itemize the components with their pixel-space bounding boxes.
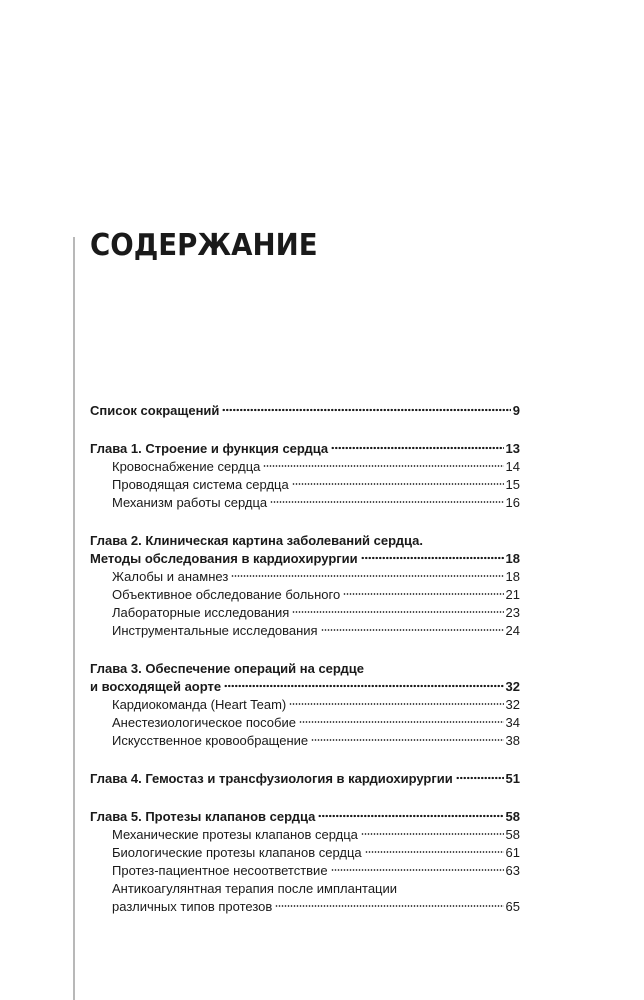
dot-leader <box>270 500 503 504</box>
toc-subentry[interactable] <box>90 604 520 622</box>
toc-entry-title: Биологические протезы клапанов сердца <box>112 845 362 860</box>
toc-entry-chapter-2-line1[interactable]: Глава 2. Клиническая картина заболеваний сердца. <box>90 533 423 548</box>
toc-subentry-line1[interactable]: Антикоагулянтная терапия после имплантации <box>112 881 398 896</box>
toc-entry-page: 18 <box>505 569 520 584</box>
toc-entry-page: 58 <box>505 809 520 824</box>
toc-entry-page: 32 <box>505 697 520 712</box>
toc-subentry[interactable] <box>90 844 520 862</box>
dot-leader <box>311 738 503 742</box>
dot-leader <box>224 684 503 688</box>
page-title: СОДЕРЖАНИЕ <box>90 228 318 263</box>
toc-entry-title: Кардиокоманда (Heart Team) <box>112 697 287 712</box>
toc-subentry[interactable] <box>90 862 520 880</box>
toc-subentry[interactable] <box>90 568 520 586</box>
dot-leader <box>456 776 504 780</box>
toc-entry-page: 61 <box>505 845 520 860</box>
dot-leader <box>299 720 504 724</box>
toc-subentry[interactable] <box>90 586 520 604</box>
toc-entry-title: Глава 5. Протезы клапанов сердца <box>90 809 316 824</box>
toc-entry-abbreviations[interactable] <box>90 402 520 420</box>
toc-entry-page: 58 <box>505 827 520 842</box>
toc-entry-title: Лабораторные исследования <box>112 605 290 620</box>
toc-subentry[interactable] <box>90 714 520 732</box>
toc-entry-title: Инструментальные исследования <box>112 623 318 638</box>
dot-leader <box>331 446 503 450</box>
table-of-contents <box>90 402 520 916</box>
dot-leader <box>289 702 503 706</box>
dot-leader <box>292 482 504 486</box>
toc-entry-chapter-5[interactable] <box>90 808 520 826</box>
toc-entry-title: Жалобы и анамнез <box>112 569 229 584</box>
toc-entry-title: Анестезиологическое пособие <box>112 715 296 730</box>
toc-entry-chapter-3-line1[interactable]: Глава 3. Обеспечение операций на сердце <box>90 661 365 676</box>
dot-leader <box>343 592 503 596</box>
dot-leader <box>318 814 503 818</box>
toc-entry-page: 9 <box>512 403 520 418</box>
toc-subentry[interactable] <box>90 826 520 844</box>
toc-entry-page: 65 <box>505 899 520 914</box>
dot-leader <box>361 832 504 836</box>
toc-entry-page: 24 <box>505 623 520 638</box>
toc-entry-chapter-4[interactable] <box>90 770 520 788</box>
dot-leader <box>275 904 503 908</box>
toc-entry-page: 16 <box>505 495 520 510</box>
toc-subentry[interactable] <box>90 458 520 476</box>
toc-entry-title: Механизм работы сердца <box>112 495 268 510</box>
toc-entry-page: 51 <box>505 771 520 786</box>
toc-entry-title: Проводящая система сердца <box>112 477 289 492</box>
toc-subentry[interactable] <box>90 494 520 512</box>
toc-entry-title: Объективное обследование больного <box>112 587 341 602</box>
dot-leader <box>361 556 504 560</box>
dot-leader <box>222 408 510 412</box>
toc-entry-title: Протез-пациентное несоответствие <box>112 863 328 878</box>
margin-rule <box>73 237 75 1000</box>
dot-leader <box>331 868 504 872</box>
toc-entry-page: 13 <box>505 441 520 456</box>
toc-entry-title: Глава 4. Гемостаз и трансфузиология в кардиохирургии <box>90 771 453 786</box>
toc-entry-title: Глава 1. Строение и функция сердца <box>90 441 329 456</box>
toc-entry-page: 23 <box>505 605 520 620</box>
toc-entry-page: 63 <box>505 863 520 878</box>
toc-entry-title: различных типов протезов <box>112 899 273 914</box>
toc-entry-title: и восходящей аорте <box>90 679 222 694</box>
toc-subentry[interactable] <box>90 898 520 916</box>
toc-entry-page: 21 <box>505 587 520 602</box>
dot-leader <box>263 464 503 468</box>
toc-subentry[interactable] <box>90 696 520 714</box>
toc-entry-page: 34 <box>505 715 520 730</box>
toc-entry-page: 15 <box>505 477 520 492</box>
toc-entry-title: Кровоснабжение сердца <box>112 459 261 474</box>
dot-leader <box>292 610 503 614</box>
dot-leader <box>365 850 504 854</box>
toc-entry-page: 14 <box>505 459 520 474</box>
toc-entry-page: 32 <box>505 679 520 694</box>
toc-entry-title: Механические протезы клапанов сердца <box>112 827 358 842</box>
toc-entry-page: 18 <box>505 551 520 566</box>
toc-entry-title: Методы обследования в кардиохирургии <box>90 551 358 566</box>
toc-entry-title: Список сокращений <box>90 403 220 418</box>
toc-entry-page: 38 <box>505 733 520 748</box>
dot-leader <box>231 574 503 578</box>
toc-entry-chapter-1[interactable] <box>90 440 520 458</box>
toc-subentry[interactable] <box>90 476 520 494</box>
toc-entry-chapter-3[interactable] <box>90 678 520 696</box>
toc-subentry[interactable] <box>90 732 520 750</box>
toc-entry-chapter-2[interactable] <box>90 550 520 568</box>
toc-entry-title: Искусственное кровообращение <box>112 733 309 748</box>
toc-subentry[interactable] <box>90 622 520 640</box>
dot-leader <box>321 628 504 632</box>
